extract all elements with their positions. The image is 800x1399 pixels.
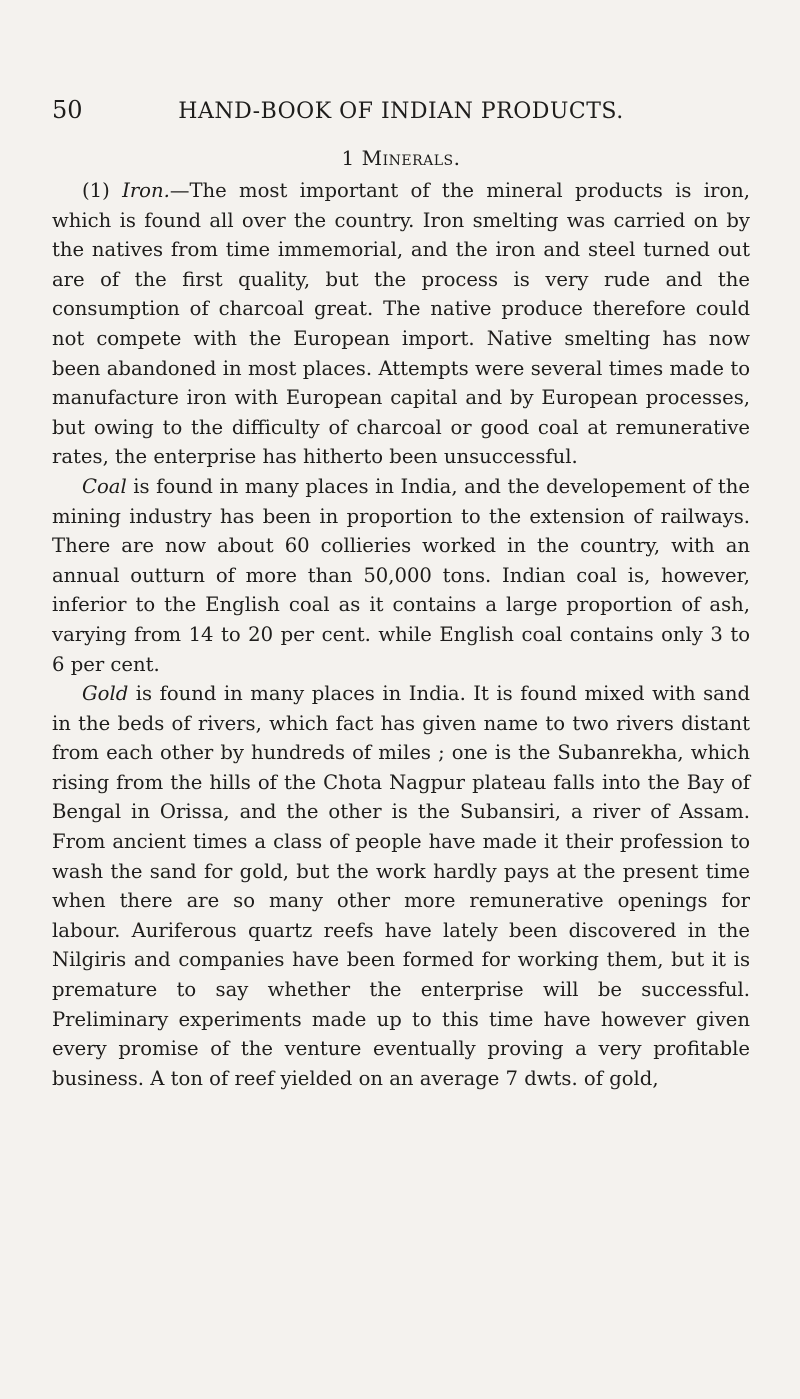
running-head: HAND-BOOK OF INDIAN PRODUCTS. bbox=[178, 99, 624, 124]
term-gold: Gold bbox=[82, 682, 129, 706]
paragraph-text: is found in many places in India, and the developement of the mining industry has been in proportion to the extension of railways. There are now about 60 collieries worked in the country, with an annual outturn of more than 50,000 tons. Indian coal is, however, inferior to the English coal as it contains a large proportion of ash, varying from 14 to 20 per cent. while English coal contains only 3 to 6 per cent. bbox=[52, 474, 750, 676]
section-title: 1 Minerals. bbox=[341, 146, 461, 170]
paragraph-text: is found in many places in India. It is found mixed with sand in the beds of rivers, which fact has given name to two rivers distant from each other by hundreds of miles ; one is the Subanrekha, which rising from the hills of the Chota Nagpur plateau falls into the Bay of Bengal in Orissa, and the other is the Subansiri, a river of Assam. From ancient times a class of people have made it their profession to wash the sand for gold, but the work hardly pays at the present time when there are so many other more remunerative openings for labour. Auriferous quartz reefs have lately been discovered in the Nilgiris and companies have been formed for working them, but it is premature to say whether the enterprise will be successful. Preliminary experiments made up to this time have however given every promise of the venture eventually proving a very profitable business. A ton of reef yielded on an average 7 dwts. of gold, bbox=[52, 682, 750, 1090]
paragraph-gold bbox=[52, 679, 750, 1093]
term-iron: Iron. bbox=[122, 179, 170, 202]
page-number: 50 bbox=[52, 96, 83, 124]
paragraph-coal bbox=[52, 472, 750, 679]
paragraph-iron bbox=[52, 176, 750, 472]
book-page bbox=[52, 96, 750, 1093]
term-coal: Coal bbox=[82, 474, 127, 498]
paragraph-text: —The most important of the mineral products is iron, which is found all over the country. Iron smelting was carried on by the natives from time immemorial, and the iron and steel turned out are of the first quality, but the process is very rude and the consumption of charcoal great. The native produce therefore could not compete with the European import. Native smelting has now been abandoned in most places. Attempts were several times made to manufacture iron with European capital and by European processes, but owing to the difficulty of charcoal or good coal at remunerative rates, the enterprise has hitherto been unsuccessful. bbox=[52, 179, 751, 469]
page-header bbox=[52, 96, 750, 136]
paragraph-lead: (1) bbox=[82, 179, 123, 202]
